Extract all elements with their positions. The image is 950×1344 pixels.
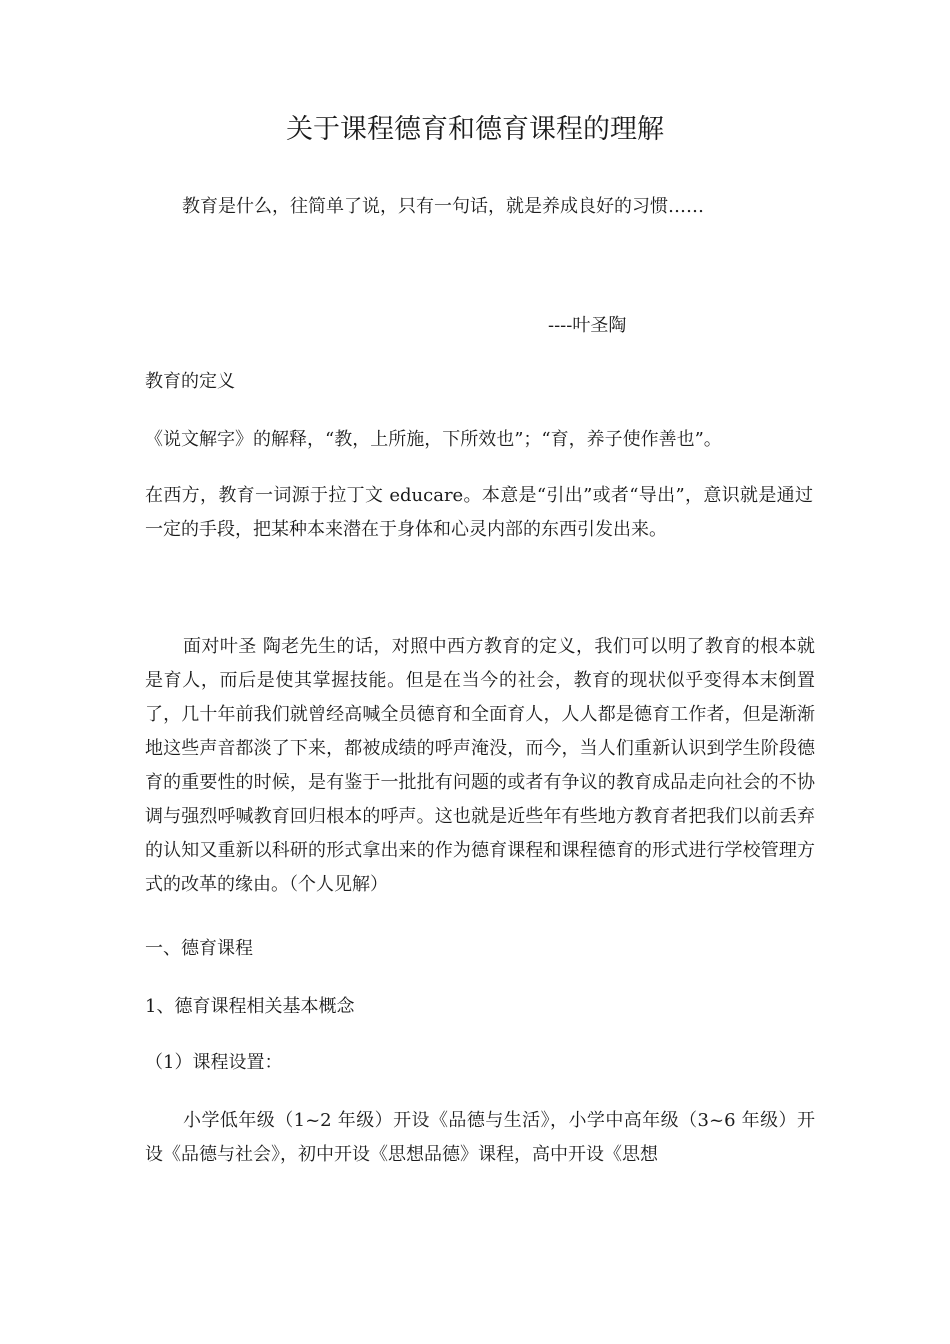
main-paragraph: 面对叶圣 陶老先生的话，对照中西方教育的定义，我们可以明了教育的根本就是育人，而后是使其掌握技能。但是在当今的社会，教育的现状似乎变得本末倒置了，几十年前我们就曾经高喊全员德育和全面育人，人人都是德育工作者，但是渐渐地这些声音都淡了下来，都被成绩的呼声淹没，而今，当人们重新认识到学生阶段德育的重要性的时候，是有鉴于一批批有问题的或者有争议的教育成品走向社会的不协调与强烈呼喊教育回归根本的呼声。这也就是近些年有些地方教育者把我们以前丢弃的认知又重新以科研的形式拿出来的作为德育课程和课程德育的形式进行学校管理方式的改革的缘由。（个人见解） — [145, 636, 815, 895]
subsection-heading-basic-concepts: 1、德育课程相关基本概念 — [145, 996, 355, 1017]
definition-heading: 教育的定义 — [145, 371, 235, 392]
document-title: 关于课程德育和德育课程的理解 — [286, 114, 664, 145]
quote-text: 教育是什么，往简单了说，只有一句话，就是养成良好的习惯…… — [182, 196, 704, 217]
western-definition: 在西方，教育一词源于拉丁文 educare。本意是“引出”或者“导出”，意识就是通过一定的手段，把某种本来潜在于身体和心灵内部的东西引发出来。 — [145, 485, 813, 540]
quote-author: ----叶圣陶 — [548, 315, 627, 336]
item-heading-course-setting: （1）课程设置： — [145, 1052, 283, 1073]
course-setting-paragraph: 小学低年级（1~2 年级）开设《品德与生活》，小学中高年级（3~6 年级）开设《品德与社会》，初中开设《思想品德》课程，高中开设《思想 — [145, 1110, 815, 1165]
section-heading-moral-curriculum: 一、德育课程 — [145, 938, 253, 959]
shuowen-definition: 《说文解字》的解释，“教，上所施，下所效也”；“育，养子使作善也”。 — [145, 429, 722, 450]
